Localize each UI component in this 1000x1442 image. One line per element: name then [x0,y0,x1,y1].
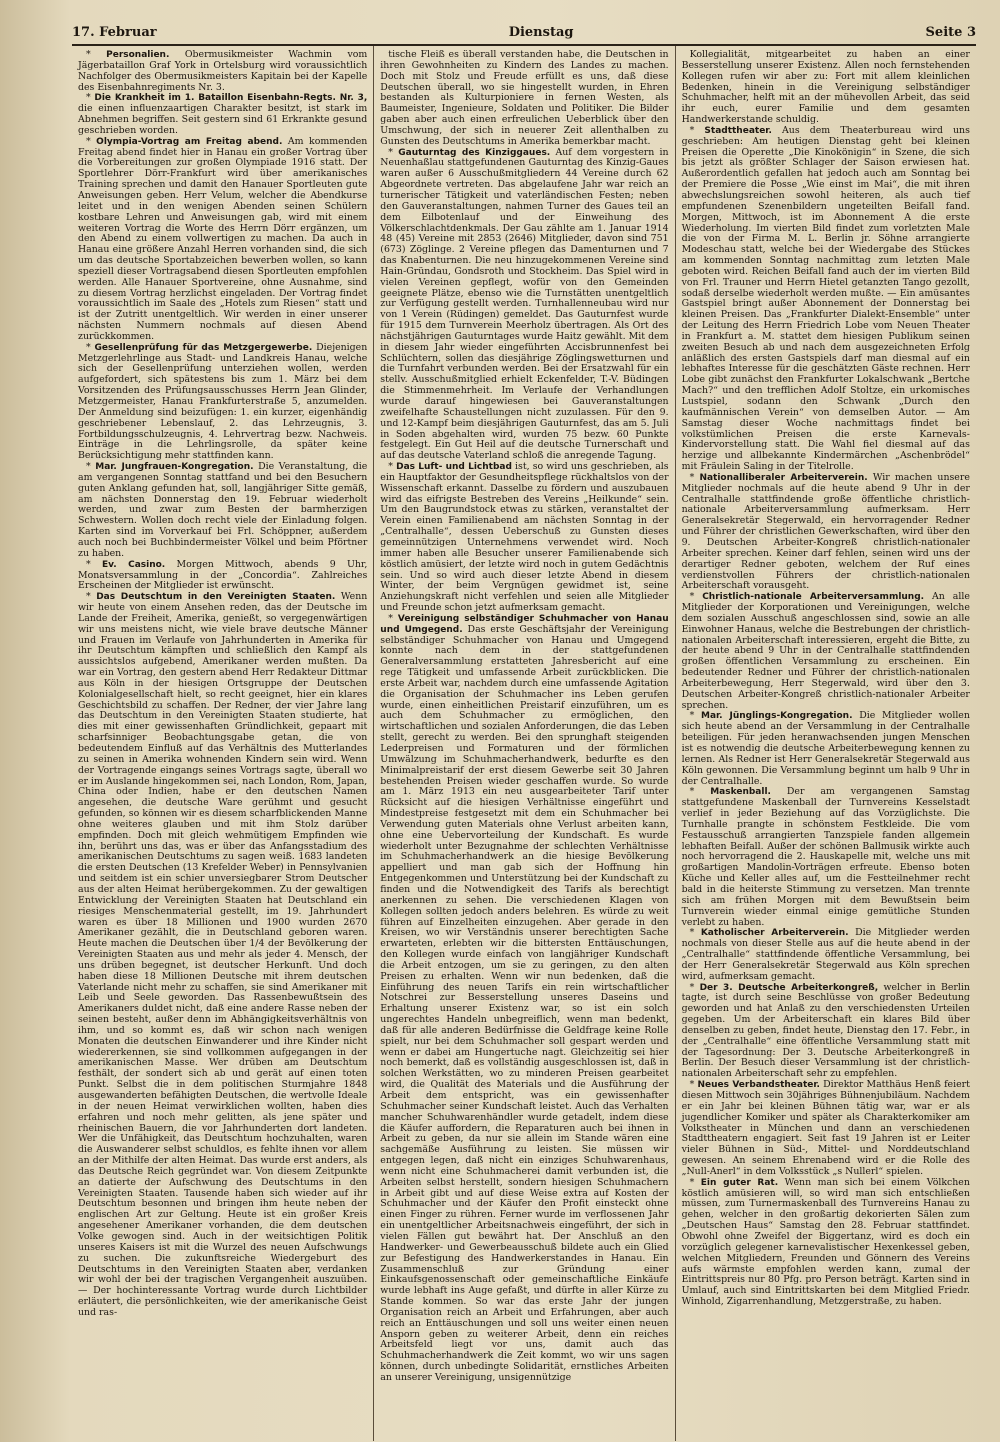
news-item-headline: Personalien. [106,50,170,60]
news-item-headline: Nationalliberaler Arbeiterverein. [699,472,868,483]
news-item-headline: Vereinigung selbständiger Schuhmacher von Hanau und Umgegend. [380,613,669,635]
news-item: * Die Krankheit im 1. Bataillon Eisenbahn-Regts. Nr. 3, die einen influenzaartigen Charakter besitzt, ist stark im Abnehmen begriffen. Seit gestern sind 61 Erkrankte gesund geschrieben worden. [78,92,368,136]
news-item-text: die einen influenzaartigen Charakter besitzt, ist stark im Abnehmen begriffen. Seit gestern sind 61 Erkrankte gesund geschrieben worden. [78,103,368,136]
news-item: * Das Deutschtum in den Vereinigten Staaten. Wenn wir heute von einem Ansehen reden, das der Deutsche im Lande der Freiheit, Amerika, genießt, so vergegenwärtigen wir uns meistens nicht, wie viele brave deutsche Männer und Frauen im Verlaufe von Jahrhunderten in Amerika für ihr Deutschtum kämpften und schließlich den Kampf als aussichtslos aufgebend, Amerikaner werden mußten. Da war ein Vortrag, den gestern abend Herr Redakteur Dittmar aus Köln in der hiesigen Ortsgruppe der Deutschen Kolonialgesellschaft hielt, so recht geeignet, hier ein klares Geschichtsbild zu schaffen. Der Redner, der vier Jahre lang das Deutschtum in den Vereinigten Staaten studierte, hat dies mit einer gewissenhaften Gründlichkeit, gepaart mit scharfsinniger Beobachtungsgabe getan, die von bedeutendem Einfluß auf das Verhältnis des Mutterlandes zu seinen in Amerika wohnenden Kindern sein wird. Wenn der Vortragende eingangs seines Vortrags sagte, überall wo er im Auslande hingekommen sei, nach London, Rom, Japan, China oder Indien, habe er den deutschen Namen angesehen, die deutsche Ware gerühmt und gesucht gefunden, so können wir es diesem scharfblickenden Manne ohne weiteres glauben und mit ihm Stolz darüber empfinden. Doch mit gleich wehmütigem Empfinden wie ihn, berührt uns das, was er über das Anfangsstadium des amerikanischen Deutschtums zu sagen weiß. 1683 landeten die ersten Deutschen (13 Krefelder Weber) in Pennsylvanien und seitdem ist ein schier unversiegbarer Strom Deutscher aus der alten Heimat herübergekommen. Zu der gewaltigen Entwicklung der Vereinigten Staaten hat Deutschland ein riesiges Menschenmaterial gestellt, im 19. Jahrhundert waren es über 18 Millionen und 1900 wurden 2670 Amerikaner gezählt, die in Deutschland geboren waren. Heute machen die Deutschen über 1/4 der Bevölkerung der Vereinigten Staaten aus und mehr als jeder 4. Mensch, der uns drüben begegnet, ist deutscher Herkunft. Und doch haben diese 18 Millionen Deutsche mit ihrem deutschen Vaterlande nicht mehr zu schaffen, sie sind Amerikaner mit Leib und Seele geworden. Das Rassenbewußtsein des Amerikaners duldet nicht, daß eine andere Rasse neben der seinen besteht, außer denn im Abhängigkeitsverhältnis von ihm, und so kommt es, daß wir schon nach wenigen Monaten die deutschen Einwanderer und ihre Kinder nicht wiedererkennen, sie sind vollkommen aufgegangen in der amerikanischen Masse. Wer drüben am Deutschtum festhält, der sondert sich ab und gerät auf einen toten Punkt. Selbst die in dem politischen Sturmjahre 1848 ausgewanderten befähigten Deutschen, die wertvolle Ideale in der neuen Heimat verwirklichen wollten, haben dies erfahren und noch mehr gelitten, als jene später und rheinischen Bauern, die vor Jahrhunderten dort landeten. Wer die Unfähigkeit, das Deutschtum hochzuhalten, waren die Auswanderer selbst schuldlos, es fehlte ihnen vor allem an der Mithilfe der alten Heimat. Das wurde erst anders, als das Deutsche Reich gegründet war. Von diesem Zeitpunkte an datierte der Aufschwung des Deutschtums in den Vereinigten Staaten. Tausende haben sich wieder auf ihr Deutschtum besonnen und bringen ihm heute neben der englischen Art zur Geltung. Heute ist ein großer Kreis angesehener Amerikaner vorhanden, die dem deutschen Volke gewogen sind. Auch in der weitsichtigen Politik unseres Kaisers ist mit die Wurzel des neuen Aufschwungs zu suchen. Die zukunftsreiche Wiedergeburt des Deutschtums in den Vereinigten Staaten aber, verdanken wir wohl der bei der tragischen Vergangenheit auszuüben. — Der hochinteressante Vortrag wurde durch Lichtbilder erläutert, die persönlichkeiten, wie der amerikanische Geist und ras- [78,591,368,1318]
news-item-headline: Ev. Casino. [101,559,166,570]
article-columns [72,46,976,1441]
news-item-text: ist, so wird uns geschrieben, als ein Hauptfaktor der Gesundheitspflege rückhaltslos von der Wissenschaft erkannt. Dasselbe zu fördern und auszubauen wird das eifrigste Bestreben des Vereins „Heilkunde“ sein. Um den Baugrundstock etwas zu stärken, veranstaltet der Verein einen Familienabend am nächsten Sonntag in der „Centralhalle“, dessen Ueberschuß zu Gunsten dieses gemeinnützigen Unternehmens verwendet wird. Noch immer haben alle Besucher unserer Familienabende sich köstlich amüsiert, der letzte wird noch in gutem Gedächtnis sein. Und so wird auch dieser letzte Abend in diesem Winter, der beim Vergnügen gewidmet ist, seine Anziehungskraft nicht verfehlen und seien alle Mitglieder und Freunde schon jetzt aufmerksam gemacht. [380,461,669,614]
news-item-text: Aus dem Theaterbureau wird uns geschrieben: Am heutigen Dienstag geht bei kleinen Preisen die Operette „Die Kinokönigin“ in Szene, die sich bis jetzt als größter Schlager der Saison erwiesen hat. Außerordentlich gefallen hat jedoch auch am Sonntag bei der Premiere die Posse „Wie einst im Mai“, die mit ihren abwechslungsreichen sowohl heiteren, als auch tief empfundenen Szenenbildern ungeteilten Beifall fand. Morgen, Mittwoch, ist im Abonnement A die erste Wiederholung. Im vierten Bild findet zum vorletzten Male die von der Firma M. L. Berlin jr. Söhne arrangierte Modeschau statt, welche bei der Wiedergabe des Stückes am kommenden Sonntag nachmittag zum letzten Male geboten wird. Reichen Beifall fand auch der im vierten Bild von Frl. Trauner und Herrn Hietel getanzten Tango gezollt, sodaß derselbe wiederholt werden mußte. — Ein amüsantes Gastspiel bringt außer Abonnement der Donnerstag bei kleinen Preisen. Das „Frankfurter Dialekt-Ensemble“ unter der Leitung des Herrn Friedrich Lobe vom Neuen Theater in Frankfurt a. M. stattet dem hiesigen Publikum seinen zweiten Besuch ab und nach dem ausgezeichneten Erfolg anläßlich des ersten Gastspiels darf man diesmal auf ein lebhaftes Interesse für die geschätzten Gäste rechnen. Herr Lobe gibt zunächst den Frankfurter Lokalschwank „Bertche Mach?“ und den trefflichen Adolf Stoltze, ein urkomisches Lustspiel, sodann den Schwank „Durch den kaufmännischen Verein“ von demselben Autor. — Am Samstag dieser Woche nachmittags findet bei volkstümlichen Preisen die erste Karnevals-Kindervorstellung statt. Die Wahl fiel diesmal auf das herzige und allbekannte Kindermärchen „Aschenbrödel“ mit Fräulein Saling in der Titelrolle. [681,124,970,473]
column-right [675,46,976,1441]
header-date: 17. Februar [72,25,157,40]
news-item-headline: Olympia-Vortrag am Freitag abend. [96,136,283,147]
news-item: * Das Luft- und Lichtbad ist, so wird uns geschrieben, als ein Hauptfaktor der Gesundheitspflege rückhaltslos von der Wissenschaft erkannt. Dasselbe zu fördern und auszubauen wird das eifrigste Bestreben des Vereins „Heilkunde“ sein. Um den Baugrundstock etwas zu stärken, veranstaltet der Verein einen Familienabend am nächsten Sonntag in der „Centralhalle“, dessen Ueberschuß zu Gunsten dieses gemeinnützigen Unternehmens verwendet wird. Noch immer haben alle Besucher unserer Familienabende sich köstlich amüsiert, der letzte wird noch in gutem Gedächtnis sein. Und so wird auch dieser letzte Abend in diesem Winter, der beim Vergnügen gewidmet ist, seine Anziehungskraft nicht verfehlen und seien alle Mitglieder und Freunde schon jetzt aufmerksam gemacht. [380,461,669,614]
news-item-text: Obermusikmeister Wachmin vom Jägerbataillon Graf York in Ortelsburg wird voraussichtlich Nachfolger des Obermusikmeisters Kapitain bei der Kapelle des Eisenbahnregiments Nr. 3. [78,49,368,93]
news-item: * Nationalliberaler Arbeiterverein. Wir machen unsere Mitglieder nochmals auf die heute abend 9 Uhr in der Centralhalle stattfindende große öffentliche christlich-nationale Arbeiterversammlung aufmerksam. Herr Generalsekretär Stegerwald, ein hervorragender Redner und Führer der christlichen Gewerkschaften, wird über den 9. Deutschen Arbeiter-Kongreß christlich-nationaler Arbeiter sprechen. Keiner darf fehlen, seinen wird uns der derartiger Redner geboten, welchem der Ruf eines verdienstvollen Führers der christlich-nationalen Arbeiterschaft vorausgeht. [681,471,970,592]
news-item-text: Diejenigen Metzgerlehrlinge aus Stadt- und Landkreis Hanau, welche sich der Gesellenprüfung unterziehen wollen, werden aufgefordert, sich spätestens bis zum 1. März bei dem Vorsitzenden des Prüfungsausschusses Herrn Jean Glinder, Metzgermeister, Hanau Frankfurterstraße 5, anzumelden. Der Anmeldung sind beizufügen: 1. ein kurzer, eigenhändig geschriebener Lebenslauf, 2. das Lehrzeugnis, 3. Fortbildungsschulzeugnis, 4. Lehrvertrag bezw. Nachweis. Einträge in die Lehrlingsrolle, da später keine Berücksichtigung mehr stattfinden kann. [78,341,368,462]
news-item-headline: Maskenball. [710,787,771,798]
news-item: * Maskenball. Der am vergangenen Samstag stattgefundene Maskenball der Turnvereins Kesselstadt verlief in jeder Beziehung auf das Vorzüglichste. Die Turnhalle prangte in schönstem Festkleide. Die vom Festausschuß arrangierten Tanzspiele fanden allgemein lebhaften Beifall. Außer der schönen Ballmusik wirkte auch noch hervorragend die 2. Hauskapelle mit, welche uns mit großartigen Mandolin-Vorträgen erfreute. Ebenso boten Küche und Keller alles auf, um die Festteilnehmer recht bald in die heiterste Stimmung zu versetzen. Man trennte sich am frühen Morgen mit dem Bewußtsein beim Turnverein wieder einmal einige gemütliche Stunden verlebt zu haben. [681,786,970,928]
news-item-headline: Der 3. Deutsche Arbeiterkongreß, [699,982,879,993]
news-item-text: tische Fleiß es überall verstanden habe, die Deutschen in ihren Gewohnheiten zu Kindern des Landes zu machen. Doch mit Stolz und Freude erfüllt es uns, daß diese Deutschen überall, wo sie hingestellt wurden, in Ehren bestanden als Kulturpioniere in fernen Westen, als Baumeister, Ingenieure, Soldaten und Politiker. Die Bilder gaben aber auch einen erfreulichen Ueberblick über den Umschwung, der sich in neuerer Zeit allenthalben zu Gunsten des Deutschtums in Amerika bemerkbar macht. [380,49,669,147]
news-item-headline: Das Deutschtum in den Vereinigten Staaten. [96,592,336,603]
news-item-headline: Ein guter Rat. [700,1177,779,1188]
news-item-text: Auf dem vorgestern in Neuenhaßlau stattgefundenen Gauturntag des Kinzig-Gaues waren außer 6 Ausschußmitgliedern 44 Vereine durch 62 Abgeordnete vertreten. Das abgelaufene Jahr war reich an turnerischer Tätigkeit und vaterländischen Festen; neben den Gauveranstaltungen, nahmen Turner des Gaues teil an dem Eilbotenlauf und der Einweihung des Völkerschlachtdenkmals. Der Gau zählte am 1. Januar 1914 48 (45) Vereine mit 2853 (2646) Mitglieder, davon sind 751 (673) Zöglinge. 2 Vereine pflegen das Damenturnen und 7 das Knabenturnen. Die neu hinzugekommenen Vereine sind Hain-Gründau, Gondsroth und Stockheim. Das Spiel wird in vielen Vereinen gepflegt, wofür von den Gemeinden geeignete Plätze, ebenso wie die Turnstätten unentgeltlich zur Verfügung gestellt werden. Turnhallenneubau wird nur von 1 Verein (Rüdingen) gemeldet. Das Gauturnfest wurde für 1915 dem Turnverein Meerholz übertragen. Als Ort des nächstjährigen Gauturntages wurde Haitz gewählt. Mit dem in diesem Jahr wieder eingeführten Accisbrunnenfest bei Schlüchtern, sollen das diesjährige Zöglingswetturnen und die Turnfahrt verbunden werden. Bei der Ersatzwahl für ein stellv. Ausschußmitglied erhielt Eckenfelder, T.-V. Büdingen die Stimmenmehrheit. Im Verlaufe der Verhandlungen wurde darauf hingewiesen bei Gauveranstaltungen zweifelhafte Schaustellungen nicht zuzulassen. Für den 9. und 12-Kampf beim diesjährigen Gauturnfest, das am 5. Juli in Soden abgehalten wird, wurden 75 bezw. 60 Punkte festgelegt. Ein Gut Heil auf die deutsche Turnerschaft und auf das deutsche Vaterland schloß die anregende Tagung. [380,146,669,462]
column-middle [373,46,674,1441]
news-item: * Stadttheater. Aus dem Theaterbureau wird uns geschrieben: Am heutigen Dienstag geht bei kleinen Preisen die Operette „Die Kinokönigin“ in Szene, die sich bis jetzt als größter Schlager der Saison erwiesen hat. Außerordentlich gefallen hat jedoch auch am Sonntag bei der Premiere die Posse „Wie einst im Mai“, die mit ihren abwechslungsreichen sowohl heiteren, als auch tief empfundenen Szenenbildern ungeteilten Beifall fand. Morgen, Mittwoch, ist im Abonnement A die erste Wiederholung. Im vierten Bild findet zum vorletzten Male die von der Firma M. L. Berlin jr. Söhne arrangierte Modeschau statt, welche bei der Wiedergabe des Stückes am kommenden Sonntag nachmittag zum letzten Male geboten wird. Reichen Beifall fand auch der im vierten Bild von Frl. Trauner und Herrn Hietel getanzten Tango gezollt, sodaß derselbe wiederholt werden mußte. — Ein amüsantes Gastspiel bringt außer Abonnement der Donnerstag bei kleinen Preisen. Das „Frankfurter Dialekt-Ensemble“ unter der Leitung des Herrn Friedrich Lobe vom Neuen Theater in Frankfurt a. M. stattet dem hiesigen Publikum seinen zweiten Besuch ab und nach dem ausgezeichneten Erfolg anläßlich des ersten Gastspiels darf man diesmal auf ein lebhaftes Interesse für die geschätzten Gäste rechnen. Herr Lobe gibt zunächst den Frankfurter Lokalschwank „Bertche Mach?“ und den trefflichen Adolf Stoltze, ein urkomisches Lustspiel, sodann den Schwank „Durch den kaufmännischen Verein“ von demselben Autor. — Am Samstag dieser Woche nachmittags findet bei volkstümlichen Preisen die erste Karnevals-Kindervorstellung statt. Die Wahl fiel diesmal auf das herzige und allbekannte Kindermärchen „Aschenbrödel“ mit Fräulein Saling in der Titelrolle. [681,124,970,473]
news-item-text: Die Mitglieder werden nochmals von dieser Stelle aus auf die heute abend in der „Centralhalle“ stattfindende öffentliche Versammlung, bei der Herr Generalsekretär Stegerwald aus Köln sprechen wird, aufmerksam gemacht. [681,927,970,982]
header-weekday: Dienstag [508,25,574,40]
news-item-text: Am kommenden Freitag abend findet hier in Hanau ein großer Vortrag über die Vorbereitungen zur großen Olympiade 1916 statt. Der Sportlehrer Dörr-Frankfurt wird über amerikanisches Training sprechen und damit den Hanauer Sportleuten gute Anweisungen geben. Herr Velum, welcher die Abendkurse leitet und in den wenigen Abenden seinen Schülern kostbare Lehren und Anweisungen gab, wird mit einem weiteren Vortrag die Worte des Herrn Dörr ergänzen, um den Abend zu einem vollwertigen zu machen. Da auch in Hanau eine größere Anzahl Herren vorhanden sind, die sich um das deutsche Sportabzeichen bewerben wollen, so kann speziell dieser Vortragsabend diesen Sportleuten empfohlen werden. Alle Hanauer Sportvereine, ohne Ausnahme, sind zu diesem Vortrag herzlichst eingeladen. Der Vortrag findet voraussichtlich im Saale des „Hotels zum Riesen“ statt und ist der Zutritt unentgeltlich. Wir werden in einer unserer nächsten Nummern nochmals auf diesen Abend zurückkommen. [78,135,368,342]
news-item: * Olympia-Vortrag am Freitag abend. Am kommenden Freitag abend findet hier in Hanau ein großer Vortrag über die Vorbereitungen zur großen Olympiade 1916 statt. Der Sportlehrer Dörr-Frankfurt wird über amerikanisches Training sprechen und damit den Hanauer Sportleuten gute Anweisungen geben. Herr Velum, welcher die Abendkurse leitet und in den wenigen Abenden seinen Schülern kostbare Lehren und Anweisungen gab, wird mit einem weiteren Vortrag die Worte des Herrn Dörr ergänzen, um den Abend zu einem vollwertigen zu machen. Da auch in Hanau eine größere Anzahl Herren vorhanden sind, die sich um das deutsche Sportabzeichen bewerben wollen, so kann speziell dieser Vortragsabend diesen Sportleuten empfohlen werden. Alle Hanauer Sportvereine, ohne Ausnahme, sind zu diesem Vortrag herzlichst eingeladen. Der Vortrag findet voraussichtlich im Saale des „Hotels zum Riesen“ statt und ist der Zutritt unentgeltlich. Wir werden in einer unserer nächsten Nummern nochmals auf diesen Abend zurückkommen. [78,135,368,342]
news-item-text: Kollegialität, mitgearbeitet zu haben an einer Besserstellung unserer Existenz. Allen noch fernstehenden Kollegen rufen wir aber zu: Fort mit allem kleinlichen Bedenken, hinein in die Vereinigung selbständiger Schuhmacher, helft mit an der mühevollen Arbeit, das seid ihr euch, eurer Familie und dem gesamten Handwerkerstande schuldig. [681,49,970,126]
news-item-headline: Das Luft- und Lichtbad [396,462,512,473]
news-item-text: Der am vergangenen Samstag stattgefundene Maskenball der Turnvereins Kesselstadt verlief in jeder Beziehung auf das Vorzüglichste. Die Turnhalle prangte in schönstem Festkleide. Die vom Festausschuß arrangierten Tanzspiele fanden allgemein lebhaften Beifall. Außer der schönen Ballmusik wirkte auch noch hervorragend die 2. Hauskapelle mit, welche uns mit großartigen Mandolin-Vorträgen erfreute. Ebenso boten Küche und Keller alles auf, um die Festteilnehmer recht bald in die heiterste Stimmung zu versetzen. Man trennte sich am frühen Morgen mit dem Bewußtsein beim Turnverein wieder einmal einige gemütliche Stunden verlebt zu haben. [681,786,970,928]
news-item-headline: Mar. Jünglings-Kongregation. [701,711,853,722]
page-header [72,0,976,46]
header-page-number: Seite 3 [925,25,976,40]
news-item-text: Die Veranstaltung, die am vergangenen Sonntag stattfand und bei den Besuchern guten Anklang gefunden hat, soll, langjähriger Sitte gemäß, am nächsten Donnerstag den 19. Februar wiederholt werden, und zwar zum Besten der barmherzigen Schwestern. Wollen doch recht viele der Einladung folgen. Karten sind im Vorverkauf bei Frl. Schöppner, außerdem auch noch bei Buchbindermeister Völkel und beim Pförtner zu haben. [78,461,368,559]
news-item: * Mar. Jungfrauen-Kongregation. Die Veranstaltung, die am vergangenen Sonntag stattfand und bei den Besuchern guten Anklang gefunden hat, soll, langjähriger Sitte gemäß, am nächsten Donnerstag den 19. Februar wiederholt werden, und zwar zum Besten der barmherzigen Schwestern. Wollen doch recht viele der Einladung folgen. Karten sind im Vorverkauf bei Frl. Schöppner, außerdem auch noch bei Buchbindermeister Völkel und beim Pförtner zu haben. [78,461,368,559]
news-item-text: Wir machen unsere Mitglieder nochmals auf die heute abend 9 Uhr in der Centralhalle stattfindende große öffentliche christlich-nationale Arbeiterversammlung aufmerksam. Herr Generalsekretär Stegerwald, ein hervorragender Redner und Führer der christlichen Gewerkschaften, wird über den 9. Deutschen Arbeiter-Kongreß christlich-nationaler Arbeiter sprechen. Keiner darf fehlen, seinen wird uns der derartiger Redner geboten, welchem der Ruf eines verdienstvollen Führers der christlich-nationalen Arbeiterschaft vorausgeht. [681,471,970,592]
news-item: * Gauturntag des Kinziggaues. Auf dem vorgestern in Neuenhaßlau stattgefundenen Gauturntag des Kinzig-Gaues waren außer 6 Ausschußmitgliedern 44 Vereine durch 62 Abgeordnete vertreten. Das abgelaufene Jahr war reich an turnerischer Tätigkeit und vaterländischen Festen; neben den Gauveranstaltungen, nahmen Turner des Gaues teil an dem Eilbotenlauf und der Einweihung des Völkerschlachtdenkmals. Der Gau zählte am 1. Januar 1914 48 (45) Vereine mit 2853 (2646) Mitglieder, davon sind 751 (673) Zöglinge. 2 Vereine pflegen das Damenturnen und 7 das Knabenturnen. Die neu hinzugekommenen Vereine sind Hain-Gründau, Gondsroth und Stockheim. Das Spiel wird in vielen Vereinen gepflegt, wofür von den Gemeinden geeignete Plätze, ebenso wie die Turnstätten unentgeltlich zur Verfügung gestellt werden. Turnhallenneubau wird nur von 1 Verein (Rüdingen) gemeldet. Das Gauturnfest wurde für 1915 dem Turnverein Meerholz übertragen. Als Ort des nächstjährigen Gauturntages wurde Haitz gewählt. Mit dem in diesem Jahr wieder eingeführten Accisbrunnenfest bei Schlüchtern, sollen das diesjährige Zöglingswetturnen und die Turnfahrt verbunden werden. Bei der Ersatzwahl für ein stellv. Ausschußmitglied erhielt Eckenfelder, T.-V. Büdingen die Stimmenmehrheit. Im Verlaufe der Verhandlungen wurde darauf hingewiesen bei Gauveranstaltungen zweifelhafte Schaustellungen nicht zuzulassen. Für den 9. und 12-Kampf beim diesjährigen Gauturnfest, das am 5. Juli in Soden abgehalten wird, wurden 75 bezw. 60 Punkte festgelegt. Ein Gut Heil auf die deutsche Turnerschaft und auf das deutsche Vaterland schloß die anregende Tagung. [380,146,669,462]
news-item-text: welcher in Berlin tagte, ist durch seine Beschlüsse von großer Bedeutung geworden und hat Anlaß zu den verschiedensten Urteilen gegeben. Um der Arbeiterschaft ein klares Bild über denselben zu geben, findet heute, Dienstag den 17. Febr., in der „Centralhalle“ eine öffentliche Versammlung statt mit der Tagesordnung: Der 3. Deutsche Arbeiterkongreß in Berlin. Der Besuch dieser Versammlung ist der christlich-nationalen Arbeiterschaft sehr zu empfehlen. [681,981,970,1080]
news-item-headline: Die Krankheit im 1. Bataillon Eisenbahn-Regts. Nr. 3, [94,93,368,104]
column-left [72,46,373,1441]
news-item-text: Wenn wir heute von einem Ansehen reden, das der Deutsche im Lande der Freiheit, Amerika, genießt, so vergegenwärtigen wir uns meistens nicht, wie viele brave deutsche Männer und Frauen im Verlaufe von Jahrhunderten in Amerika für ihr Deutschtum kämpften und schließlich den Kampf als aussichtslos aufgebend, Amerikaner werden mußten. Da war ein Vortrag, den gestern abend Herr Redakteur Dittmar aus Köln in der hiesigen Ortsgruppe der Deutschen Kolonialgesellschaft hielt, so recht geeignet, hier ein klares Geschichtsbild zu schaffen. Der Redner, der vier Jahre lang das Deutschtum in den Vereinigten Staaten studierte, hat dies mit einer gewissenhaften Gründlichkeit, gepaart mit scharfsinniger Beobachtungsgabe getan, die von bedeutendem Einfluß auf das Verhältnis des Mutterlandes zu seinen in Amerika wohnenden Kindern sein wird. Wenn der Vortragende eingangs seines Vortrags sagte, überall wo er im Auslande hingekommen sei, nach London, Rom, Japan, China oder Indien, habe er den deutschen Namen angesehen, die deutsche Ware gerühmt und gesucht gefunden, so können wir es diesem scharfblickenden Manne ohne weiteres glauben und mit ihm Stolz darüber empfinden. Doch mit gleich wehmütigem Empfinden wie ihn, berührt uns das, was er über das Anfangsstadium des amerikanischen Deutschtums zu sagen weiß. 1683 landeten die ersten Deutschen (13 Krefelder Weber) in Pennsylvanien und seitdem ist ein schier unversiegbarer Strom Deutscher aus der alten Heimat herübergekommen. Zu der gewaltigen Entwicklung der Vereinigten Staaten hat Deutschland ein riesiges Menschenmaterial gestellt, im 19. Jahrhundert waren es über 18 Millionen und 1900 wurden 2670 Amerikaner gezählt, die in Deutschland geboren waren. Heute machen die Deutschen über 1/4 der Bevölkerung der Vereinigten Staaten aus und mehr als jeder 4. Mensch, der uns drüben begegnet, ist deutscher Herkunft. Und doch haben diese 18 Millionen Deutsche mit ihrem deutschen Vaterlande nicht mehr zu schaffen, sie sind Amerikaner mit Leib und Seele geworden. Das Rassenbewußtsein des Amerikaners duldet nicht, daß eine andere Rasse neben der seinen besteht, außer denn im Abhängigkeitsverhältnis von ihm, und so kommt es, daß wir schon nach wenigen Monaten die deutschen Einwanderer und ihre Kinder nicht wiedererkennen, sie sind vollkommen aufgegangen in der amerikanischen Masse. Wer drüben am Deutschtum festhält, der sondert sich ab und gerät auf einen toten Punkt. Selbst die in dem politischen Sturmjahre 1848 ausgewanderten befähigten Deutschen, die wertvolle Ideale in der neuen Heimat verwirklichen wollten, haben dies erfahren und noch mehr gelitten, als jene später und rheinischen Bauern, die vor Jahrhunderten dort landeten. Wer die Unfähigkeit, das Deutschtum hochzuhalten, waren die Auswanderer selbst schuldlos, es fehlte ihnen vor allem an der Mithilfe der alten Heimat. Das wurde erst anders, als das Deutsche Reich gegründet war. Von diesem Zeitpunkte an datierte der Aufschwung des Deutschtums in den Vereinigten Staaten. Tausende haben sich wieder auf ihr Deutschtum besonnen und bringen ihm heute neben der englischen Art zur Geltung. Heute ist ein großer Kreis angesehener Amerikaner vorhanden, die dem deutschen Volke gewogen sind. Auch in der weitsichtigen Politik unseres Kaisers ist mit die Wurzel des neuen Aufschwungs zu suchen. Die zukunftsreiche Wiedergeburt des Deutschtums in den Vereinigten Staaten aber, verdanken wir wohl der bei der tragischen Vergangenheit auszuüben. — Der hochinteressante Vortrag wurde durch Lichtbilder erläutert, die persönlichkeiten, wie der amerikanische Geist und ras- [78,591,368,1318]
news-item [380,50,668,148]
news-item-headline: Neues Verbandstheater. [697,1080,820,1091]
news-item-text: Wenn man sich bei einem Völkchen köstlich amüsieren will, so wird man sich entschließen müssen, zum Turnermaskenball des Turnvereins Hanau zu gehen, welcher in den großartig dekorierten Sälen zum „Deutschen Haus“ Samstag den 28. Februar stattfindet. Obwohl ohne Zweifel der Biggertanz, wird es doch ein vorzüglich gelegener karnevalistischer Hexenkessel geben, welchen Mitgliedern, Freunden und Gönnern des Vereins aufs wärmste empfohlen werden kann, zumal der Eintrittspreis nur 80 Pfg. pro Person beträgt. Karten sind in Umlauf, auch sind Eintrittskarten bei dem Mitglied Friedr. Winhold, Zigarrenhandlung, Metzgerstraße, zu haben. [681,1176,970,1308]
news-item-text: Die Mitglieder wollen sich heute abend an der Versammlung in der Centralhalle beteiligen. Für jeden heranwachsenden jungen Menschen ist es notwendig die deutsche Arbeiterbewegung kennen zu lernen. Als Redner ist Herr Generalsekretär Stegerwald aus Köln gewonnen. Die Versammlung beginnt um halb 9 Uhr in der Centralhalle. [681,710,970,787]
news-item-headline: Gauturntag des Kinziggaues. [398,147,551,158]
news-item-headline: Stadttheater. [704,125,772,136]
news-item-text: An alle Mitglieder der Korporationen und Vereinigungen, welche dem sozialen Ausschuß angeschlossen sind, sowie an alle Einwohner Hanaus, welche die Bestrebungen der christlich-nationalen Arbeiterschaft interessieren, ergeht die Bitte, zu der heute abend 9 Uhr in der Centralhalle stattfindenden großen öffentlichen Versammlung zu erscheinen. Ein bedeutender Redner und Führer der christlich-nationalen Arbeiterbewegung, Herr Stegerwald, wird über den 3. Deutschen Arbeiter-Kongreß christlich-nationaler Arbeiter sprechen. [681,591,970,711]
news-item: * Der 3. Deutsche Arbeiterkongreß, welcher in Berlin tagte, ist durch seine Beschlüsse von großer Bedeutung geworden und hat Anlaß zu den verschiedensten Urteilen gegeben. Um der Arbeiterschaft ein klares Bild über denselben zu geben, findet heute, Dienstag den 17. Febr., in der „Centralhalle“ eine öffentliche Versammlung statt mit der Tagesordnung: Der 3. Deutsche Arbeiterkongreß in Berlin. Der Besuch dieser Versammlung ist der christlich-nationalen Arbeiterschaft sehr zu empfehlen. [681,981,970,1080]
news-item: * Gesellenprüfung für das Metzgergewerbe. Diejenigen Metzgerlehrlinge aus Stadt- und Landkreis Hanau, welche sich der Gesellenprüfung unterziehen wollen, werden aufgefordert, sich spätestens bis zum 1. März bei dem Vorsitzenden des Prüfungsausschusses Herrn Jean Glinder, Metzgermeister, Hanau Frankfurterstraße 5, anzumelden. Der Anmeldung sind beizufügen: 1. ein kurzer, eigenhändig geschriebener Lebenslauf, 2. das Lehrzeugnis, 3. Fortbildungsschulzeugnis, 4. Lehrvertrag bezw. Nachweis. Einträge in die Lehrlingsrolle, da später keine Berücksichtigung mehr stattfinden kann. [78,341,368,462]
news-item-headline: Gesellenprüfung für das Metzgergewerbe. [94,342,313,353]
news-item: * Neues Verbandstheater. Direktor Matthäus Henß feiert diesen Mittwoch sein 30jähriges Bühnenjubiläum. Nachdem er ein Jahr bei kleinen Bühnen tätig war, war er als jugendlicher Komiker und später als Charakterkomiker am Volkstheater in München und dann an verschiedenen Stadttheatern engagiert. Seit fast 19 Jahren ist er Leiter vieler Bühnen in Süd-, Mittel- und Norddeutschland gewesen. An seinem Ehrenabend wird er die Rolle des „Null-Anerl“ in dem Volksstück „s Nullerl“ spielen. [681,1079,970,1177]
news-item-headline: Mar. Jungfrauen-Kongregation. [95,462,254,473]
news-item-text: Das erste Geschäftsjahr der Vereinigung selbständiger Schuhmacher von Hanau und Umgegend konnte nach dem in der stattgefundenen Generalversammlung erstatteten Jahresbericht auf eine rege Tätigkeit und umfassende Arbeit zurückblicken. Die erste Arbeit war, nachdem durch eine umfassende Agitation die Organisation der Schuhmacher ins Leben gerufen wurde, einen einheitlichen Preistarif einzuführen, um es auch dem Schuhmacher zu ermöglichen, den wirtschaftlichen und sozialen Anforderungen, die das Leben stellt, gerecht zu werden. Bei den sprunghaft steigenden Lederpreisen und Formaturen und der förmlichen Umwälzung im Schuhmacherhandwerk, bedurfte es den Minimalpreistarif der erst diesem Gewerbe seit 30 Jahren bestehenden Preisen wieder geschaffen wurde. So wurde am 1. März 1913 ein neu ausgearbeiteter Tarif unter Rücksicht auf die hiesigen Verhältnisse eingeführt und Mindestpreise festgesetzt mit dem ein Schuhmacher bei Verwendung guten Materials ohne Verlust arbeiten kann, ohne eine Uebervorteilung der Kundschaft. Es wurde wiederholt unter Bezugnahme der schlechten Verhältnisse im Schuhmacherhandwerk an die hiesige Bevölkerung appelliert und man gab sich der Hoffnung hin Entgegenkommen und Unterstützung bei der Kundschaft zu finden und die Notwendigkeit des Tarifs als berechtigt anerkennen zu sehen. Die verschiedenen Klagen von Kollegen sollten jedoch anders belehren. Es würde zu weit führen auf Einzelheiten einzugehen. Aber gerade in den Kreisen, wo wir Verständnis unserer berechtigten Sache erwarteten, erlebten wir die bittersten Enttäuschungen, den Kollegen wurde einfach von langjähriger Kundschaft die Arbeit entzogen, um sie zu geringen, zu den alten Preisen zu erhalten. Wenn wir nun bedenken, daß die Einführung des neuen Tarifs ein rein wirtschaftlicher Notschrei zur Besserstellung unseres Daseins und Erhaltung unserer Existenz war, so ist ein solch ungerechtes Handeln unbegreiflich, wenn man bedenkt, daß für alle anderen Bedürfnisse die Geldfrage keine Rolle spielt, nur bei dem Schuhmacher soll gespart werden und wenn er dabei am Hungertuche nagt. Gleichzeitig sei hier noch bemerkt, daß es vollständig ausgeschlossen ist, daß in solchen Werkstätten, wo zu minderen Preisen gearbeitet wird, die Qualität des Materials und die Ausführung der Arbeit dem entspricht, was ein gewissenhafter Schuhmacher seiner Kundschaft leistet. Auch das Verhalten mancher Schuhwarenhändler wurde getadelt, indem diese die Käufer auffordern, die Reparaturen auch bei ihnen in Arbeit zu geben, da nur sie allein im Stande wären eine sachgemäße Ausführung zu leisten. Sie müssen wir entgegen legen, daß nicht ein einziges Schuhwarenhaus, wenn nicht eine Schuhmacherei damit verbunden ist, die Arbeiten selbst herstellt, sondern hiesigen Schuhmachern in Arbeit gibt und auf diese Weise extra auf Kosten der Schuhmacher und der Käufer den Profit einsteckt ohne einen Finger zu rühren. Ferner wurde im verflossenen Jahr ein unentgeltlicher Arbeitsnachweis eingeführt, der sich in vielen Fällen gut bewährt hat. Der Anschluß an den Handwerker- und Gewerbeausschuß bildete auch ein Glied zur Befestigung des Handwerkerstandes in Hanau. Ein Zusammenschluß zur Gründung einer Einkaufsgenossenschaft oder gemeinschaftliche Einkäufe wurde lebhaft ins Auge gefaßt, und dürfte in aller Kürze zu Stande kommen. So war das erste Jahr der jungen Organisation reich an Arbeit und Erfahrungen, aber auch reich an Enttäuschungen und soll uns weiter einen neuen Ansporn geben zu weiterer Arbeit, denn ein reiches Arbeitsfeld liegt vor uns, damit auch das Schuhmacherhandwerk die Zeit kommt, wo wir uns sagen können, durch unbedingte Solidarität, ernstliches Arbeiten an unserer Vereinigung, unsigennützige [380,623,669,1383]
news-item-text: Direktor Matthäus Henß feiert diesen Mittwoch sein 30jähriges Bühnenjubiläum. Nachdem er ein Jahr bei kleinen Bühnen tätig war, war er als jugendlicher Komiker und später als Charakterkomiker am Volkstheater in München und dann an verschiedenen Stadttheatern engagiert. Seit fast 19 Jahren ist er Leiter vieler Bühnen in Süd-, Mittel- und Norddeutschland gewesen. An seinem Ehrenabend wird er die Rolle des „Null-Anerl“ in dem Volksstück „s Nullerl“ spielen. [681,1079,970,1177]
news-item: * Ev. Casino. Morgen Mittwoch, abends 9 Uhr, Monatsversammlung in der „Concordia“. Zahlreiches Erscheinen der Mitglieder ist erwünscht. [78,558,368,592]
news-item: * Katholischer Arbeiterverein. Die Mitglieder werden nochmals von dieser Stelle aus auf die heute abend in der „Centralhalle“ stattfindende öffentliche Versammlung, bei der Herr Generalsekretär Stegerwald aus Köln sprechen wird, aufmerksam gemacht. [681,927,970,982]
news-item: * Ein guter Rat. Wenn man sich bei einem Völkchen köstlich amüsieren will, so wird man sich entschließen müssen, zum Turnermaskenball des Turnvereins Hanau zu gehen, welcher in den großartig dekorierten Sälen zum „Deutschen Haus“ Samstag den 28. Februar stattfindet. Obwohl ohne Zweifel der Biggertanz, wird es doch ein vorzüglich gelegener karnevalistischer Hexenkessel geben, welchen Mitgliedern, Freunden und Gönnern des Vereins aufs wärmste empfohlen werden kann, zumal der Eintrittspreis nur 80 Pfg. pro Person beträgt. Karten sind in Umlauf, auch sind Eintrittskarten bei dem Mitglied Friedr. Winhold, Zigarrenhandlung, Metzgerstraße, zu haben. [681,1176,970,1308]
news-item: * Vereinigung selbständiger Schuhmacher von Hanau und Umgegend. Das erste Geschäftsjahr der Vereinigung selbständiger Schuhmacher von Hanau und Umgegend konnte nach dem in der stattgefundenen Generalversammlung erstatteten Jahresbericht auf eine rege Tätigkeit und umfassende Arbeit zurückblicken. Die erste Arbeit war, nachdem durch eine umfassende Agitation die Organisation der Schuhmacher ins Leben gerufen wurde, einen einheitlichen Preistarif einzuführen, um es auch dem Schuhmacher zu ermöglichen, den wirtschaftlichen und sozialen Anforderungen, die das Leben stellt, gerecht zu werden. Bei den sprunghaft steigenden Lederpreisen und Formaturen und der förmlichen Umwälzung im Schuhmacherhandwerk, bedurfte es den Minimalpreistarif der erst diesem Gewerbe seit 30 Jahren bestehenden Preisen wieder geschaffen wurde. So wurde am 1. März 1913 ein neu ausgearbeiteter Tarif unter Rücksicht auf die hiesigen Verhältnisse eingeführt und Mindestpreise festgesetzt mit dem ein Schuhmacher bei Verwendung guten Materials ohne Verlust arbeiten kann, ohne eine Uebervorteilung der Kundschaft. Es wurde wiederholt unter Bezugnahme der schlechten Verhältnisse im Schuhmacherhandwerk an die hiesige Bevölkerung appelliert und man gab sich der Hoffnung hin Entgegenkommen und Unterstützung bei der Kundschaft zu finden und die Notwendigkeit des Tarifs als berechtigt anerkennen zu sehen. Die verschiedenen Klagen von Kollegen sollten jedoch anders belehren. Es würde zu weit führen auf Einzelheiten einzugehen. Aber gerade in den Kreisen, wo wir Verständnis unserer berechtigten Sache erwarteten, erlebten wir die bittersten Enttäuschungen, den Kollegen wurde einfach von langjähriger Kundschaft die Arbeit entzogen, um sie zu geringen, zu den alten Preisen zu erhalten. Wenn wir nun bedenken, daß die Einführung des neuen Tarifs ein rein wirtschaftlicher Notschrei zur Besserstellung unseres Daseins und Erhaltung unserer Existenz war, so ist ein solch ungerechtes Handeln unbegreiflich, wenn man bedenkt, daß für alle anderen Bedürfnisse die Geldfrage keine Rolle spielt, nur bei dem Schuhmacher soll gespart werden und wenn er dabei am Hungertuche nagt. Gleichzeitig sei hier noch bemerkt, daß es vollständig ausgeschlossen ist, daß in solchen Werkstätten, wo zu minderen Preisen gearbeitet wird, die Qualität des Materials und die Ausführung der Arbeit dem entspricht, was ein gewissenhafter Schuhmacher seiner Kundschaft leistet. Auch das Verhalten mancher Schuhwarenhändler wurde getadelt, indem diese die Käufer auffordern, die Reparaturen auch bei ihnen in Arbeit zu geben, da nur sie allein im Stande wären eine sachgemäße Ausführung zu leisten. Sie müssen wir entgegen legen, daß nicht ein einziges Schuhwarenhaus, wenn nicht eine Schuhmacherei damit verbunden ist, die Arbeiten selbst herstellt, sondern hiesigen Schuhmachern in Arbeit gibt und auf diese Weise extra auf Kosten der Schuhmacher und der Käufer den Profit einsteckt ohne einen Finger zu rühren. Ferner wurde im verflossenen Jahr ein unentgeltlicher Arbeitsnachweis eingeführt, der sich in vielen Fällen gut bewährt hat. Der Anschluß an den Handwerker- und Gewerbeausschuß bildete auch ein Glied zur Befestigung des Handwerkerstandes in Hanau. Ein Zusammenschluß zur Gründung einer Einkaufsgenossenschaft oder gemeinschaftliche Einkäufe wurde lebhaft ins Auge gefaßt, und dürfte in aller Kürze zu Stande kommen. So war das erste Jahr der jungen Organisation reich an Arbeit und Erfahrungen, aber auch reich an Enttäuschungen und soll uns weiter einen neuen Ansporn geben zu weiterer Arbeit, denn ein reiches Arbeitsfeld liegt vor uns, damit auch das Schuhmacherhandwerk die Zeit kommt, wo wir uns sagen können, durch unbedingte Solidarität, ernstliches Arbeiten an unserer Vereinigung, unsigennützige [380,612,669,1383]
news-item-text: Morgen Mittwoch, abends 9 Uhr, Monatsversammlung in der „Concordia“. Zahlreiches Erscheinen der Mitglieder ist erwünscht. [78,558,368,592]
news-item: * Personalien. Obermusikmeister Wachmin vom Jägerbataillon Graf York in Ortelsburg wird voraussichtlich Nachfolger des Obermusikmeisters Kapitain bei der Kapelle des Eisenbahnregiments Nr. 3. [78,49,368,93]
news-item: * Mar. Jünglings-Kongregation. Die Mitglieder wollen sich heute abend an der Versammlung in der Centralhalle beteiligen. Für jeden heranwachsenden jungen Menschen ist es notwendig die deutsche Arbeiterbewegung kennen zu lernen. Als Redner ist Herr Generalsekretär Stegerwald aus Köln gewonnen. Die Versammlung beginnt um halb 9 Uhr in der Centralhalle. [681,710,970,787]
news-item-headline: Katholischer Arbeiterverein. [700,928,849,939]
news-item: * Christlich-nationale Arbeiterversammlung. An alle Mitglieder der Korporationen und Vereinigungen, welche dem sozialen Ausschuß angeschlossen sind, sowie an alle Einwohner Hanaus, welche die Bestrebungen der christlich-nationalen Arbeiterschaft interessieren, ergeht die Bitte, zu der heute abend 9 Uhr in der Centralhalle stattfindenden großen öffentlichen Versammlung zu erscheinen. Ein bedeutender Redner und Führer der christlich-nationalen Arbeiterbewegung, Herr Stegerwald, wird über den 3. Deutschen Arbeiter-Kongreß christlich-nationaler Arbeiter sprechen. [681,591,970,711]
news-item-headline: Christlich-nationale Arbeiterversammlung. [702,592,925,603]
news-item [682,50,970,126]
